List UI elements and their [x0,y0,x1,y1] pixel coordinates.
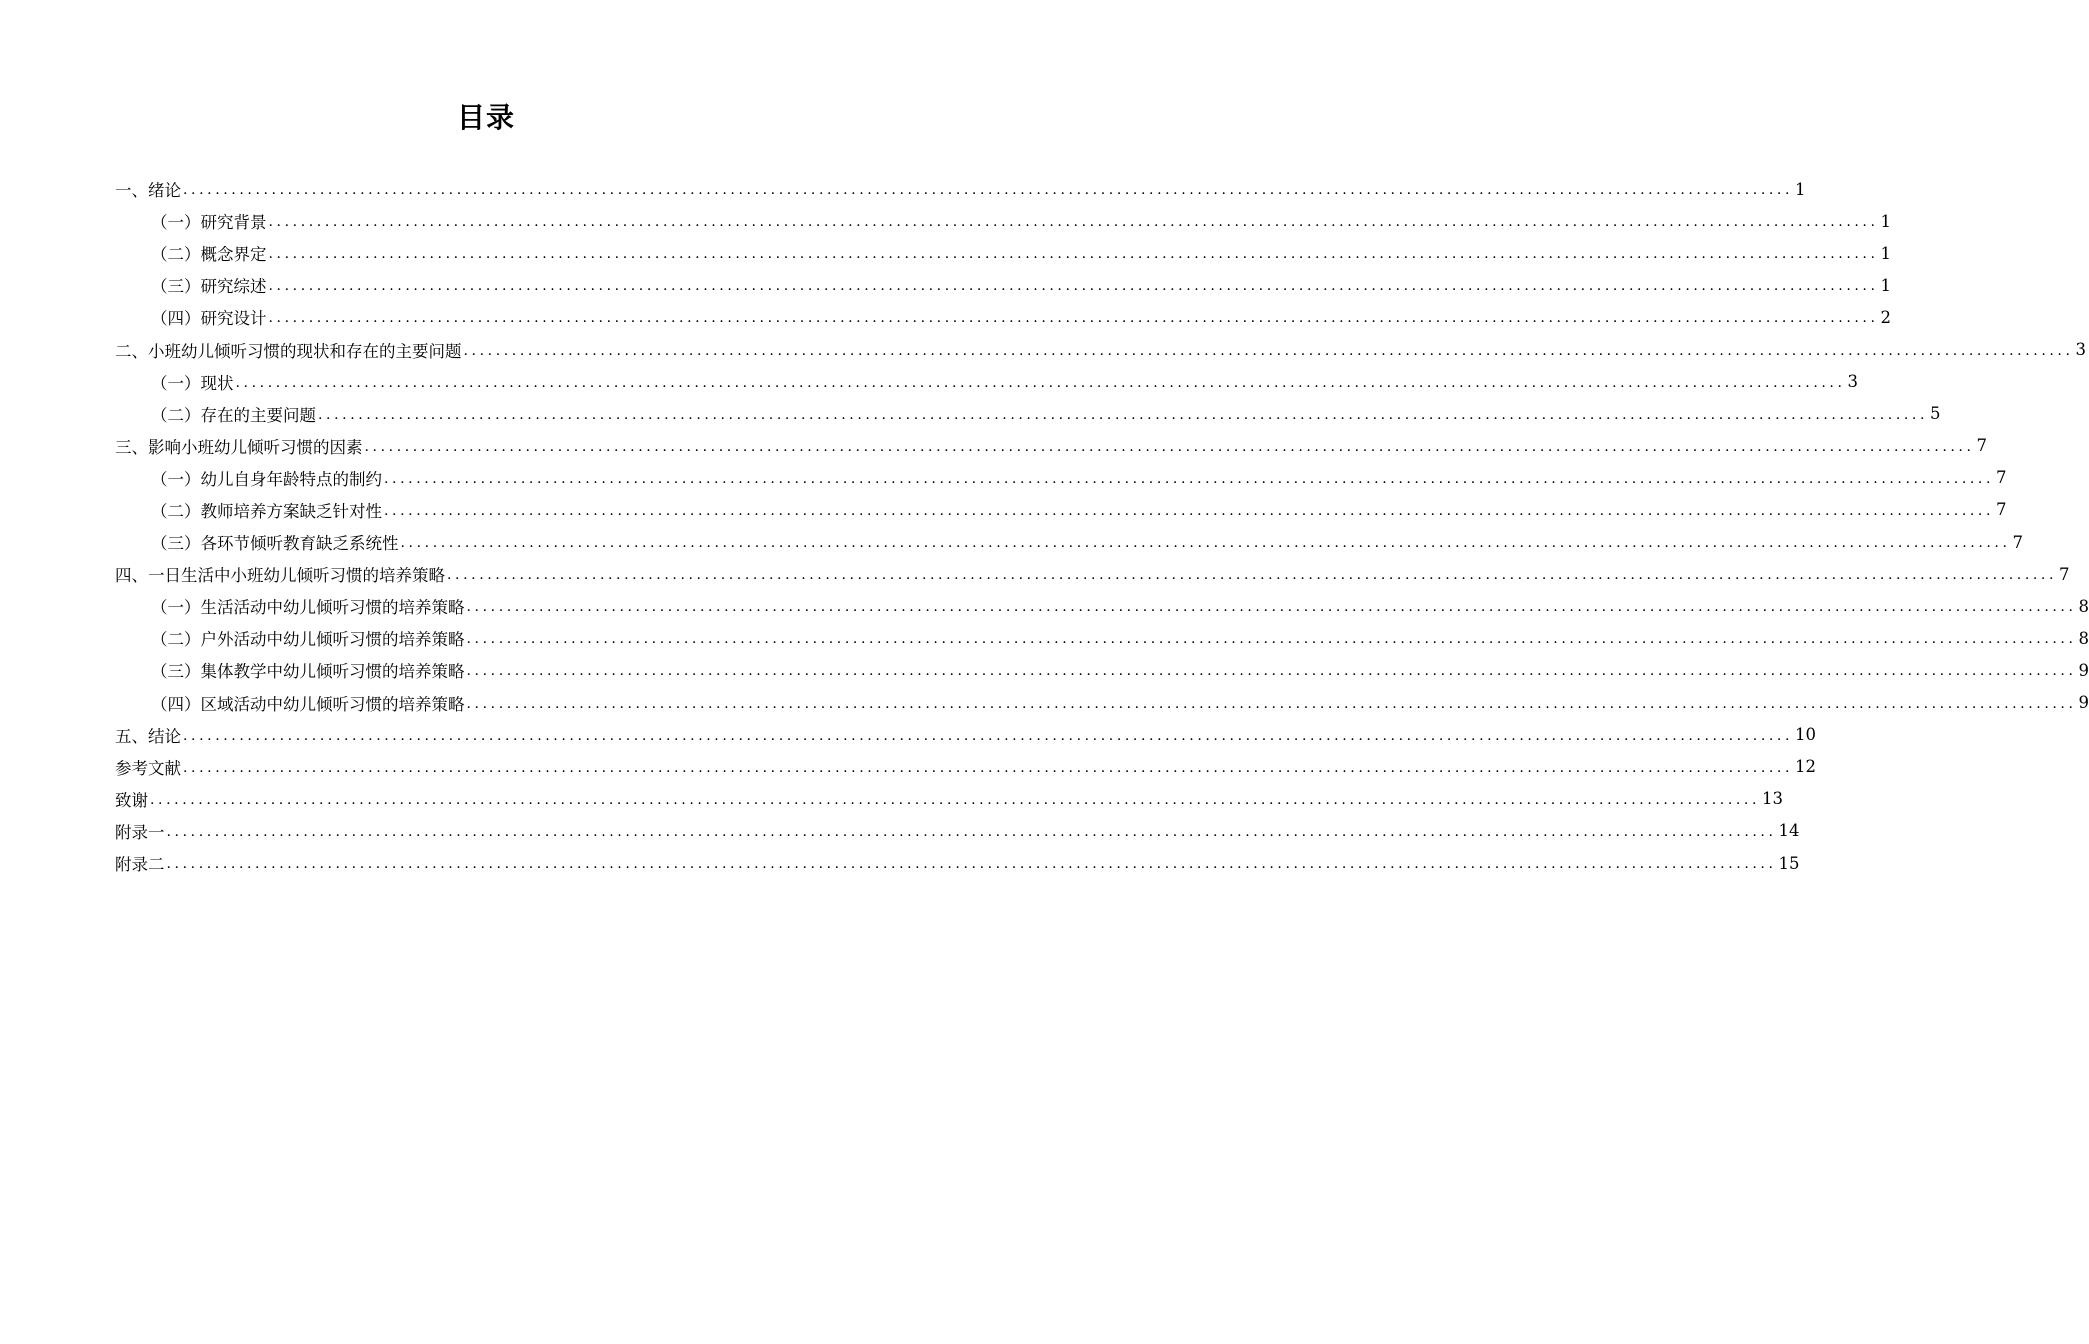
toc-entry-page-number: 1 [1795,179,1806,199]
toc-entry[interactable] [115,494,2007,526]
toc-entry-page-number: 7 [1976,436,1988,456]
toc-entry[interactable] [115,654,2089,686]
toc-entry-page-number: 7 [2059,564,2070,584]
toc-entry-label: （二）概念界定 [151,245,267,265]
toc-dot-leader: ........................................................................................................................................................................................................ [463,342,2074,359]
toc-dot-leader: ........................................................................................................................................................................................................ [466,631,2077,648]
toc-dot-leader: ........................................................................................................................................................................................................ [384,502,1995,519]
toc-entry-page-number: 7 [1996,500,2007,520]
toc-entry-label: 附录一 [115,822,165,842]
toc-entry-page-number: 9 [2078,693,2089,713]
toc-dot-leader: ........................................................................................................................................................................................................ [466,695,2077,712]
toc-entry[interactable] [115,751,1817,783]
toc-entry[interactable] [115,687,2089,719]
toc-entry-page-number: 10 [1795,725,1817,745]
toc-entry-label: （一）生活活动中幼儿倾听习惯的培养策略 [151,598,465,618]
toc-entry-page-number: 8 [2078,596,2089,616]
toc-dot-leader: ........................................................................................................................................................................................................ [166,856,1777,873]
toc-dot-leader: ........................................................................................................................................................................................................ [400,535,2011,552]
toc-entry[interactable] [115,301,1892,333]
toc-dot-leader: ........................................................................................................................................................................................................ [384,470,1995,487]
toc-dot-leader: ........................................................................................................................................................................................................ [318,406,1929,423]
toc-entry-page-number: 1 [1880,275,1892,295]
toc-dot-leader: ........................................................................................................................................................................................................ [183,727,1794,744]
toc-entry-label: （三）各环节倾听教育缺乏系统性 [151,534,399,554]
toc-dot-leader: ........................................................................................................................................................................................................ [183,759,1794,776]
toc-entry-page-number: 1 [1880,211,1892,231]
toc-entry-label: 二、小班幼儿倾听习惯的现状和存在的主要问题 [115,341,462,361]
toc-entry[interactable] [115,366,1859,398]
toc-dot-leader: ........................................................................................................................................................................................................ [150,791,1761,808]
toc-entry-page-number: 3 [2075,340,2087,360]
toc-entry[interactable] [115,173,1806,205]
toc-entry-page-number: 9 [2078,660,2089,680]
toc-dot-leader: ........................................................................................................................................................................................................ [166,823,1777,840]
toc-entry-page-number: 15 [1778,853,1800,873]
toc-entry-page-number: 7 [2012,532,2024,552]
toc-entry-page-number: 7 [1996,468,2007,488]
toc-dot-leader: ........................................................................................................................................................................................................ [364,438,1975,455]
toc-dot-leader: ........................................................................................................................................................................................................ [466,599,2077,616]
toc-entry-label: 参考文献 [115,758,181,778]
toc-entry-page-number: 2 [1880,307,1892,327]
toc-entry-label: 三、影响小班幼儿倾听习惯的因素 [115,437,363,457]
toc-entry-page-number: 12 [1795,757,1817,777]
toc-entry[interactable] [115,205,1892,237]
toc-entry-label: （三）集体教学中幼儿倾听习惯的培养策略 [151,662,465,682]
toc-dot-leader: ........................................................................................................................................................................................................ [447,567,2058,584]
toc-entry-label: （二）户外活动中幼儿倾听习惯的培养策略 [151,630,465,650]
toc-dot-leader: ........................................................................................................................................................................................................ [268,278,1879,295]
toc-entry[interactable] [115,398,1941,430]
toc-entry[interactable] [115,462,2007,494]
toc-entry-page-number: 14 [1778,821,1800,841]
toc-entry-label: 一、绪论 [115,181,181,201]
toc-dot-leader: ........................................................................................................................................................................................................ [268,310,1879,327]
toc-entry[interactable] [115,622,2089,654]
toc-entry[interactable] [115,237,1892,269]
toc-entry-label: 致谢 [115,790,148,810]
toc-entry-label: （一）研究背景 [151,213,267,233]
toc-entry-label: （二）存在的主要问题 [151,405,316,425]
toc-entry[interactable] [115,783,1784,815]
toc-entry-label: （一）幼儿自身年龄特点的制约 [151,469,382,489]
toc-entry[interactable] [115,269,1892,301]
toc-dot-leader: ........................................................................................................................................................................................................ [268,246,1879,263]
toc-entry-label: （四）区域活动中幼儿倾听习惯的培养策略 [151,694,465,714]
toc-entry[interactable] [115,526,2024,558]
toc-entry-label: （一）现状 [151,373,234,393]
toc-entry[interactable] [115,847,1800,879]
toc-dot-leader: ........................................................................................................................................................................................................ [466,663,2077,680]
toc-dot-leader: ........................................................................................................................................................................................................ [268,214,1879,231]
toc-entry[interactable] [115,430,1988,462]
toc-entry-page-number: 13 [1762,789,1784,809]
toc-entry-page-number: 3 [1847,372,1859,392]
toc-entry[interactable] [115,590,2089,622]
toc-entry[interactable] [115,719,1817,751]
table-of-contents [115,173,2089,879]
toc-entry-label: （三）研究综述 [151,277,267,297]
toc-dot-leader: ........................................................................................................................................................................................................ [235,374,1846,391]
toc-entry[interactable] [115,815,1800,847]
toc-entry-page-number: 5 [1930,404,1941,424]
toc-entry[interactable] [115,333,2087,365]
toc-entry-label: 附录二 [115,855,165,875]
toc-entry[interactable] [115,558,2070,590]
toc-title: 目录 [456,101,515,134]
toc-entry-page-number: 1 [1880,243,1892,263]
toc-entry-label: 四、一日生活中小班幼儿倾听习惯的培养策略 [115,566,445,586]
toc-entry-label: 五、结论 [115,726,181,746]
toc-entry-label: （四）研究设计 [151,309,267,329]
toc-entry-label: （二）教师培养方案缺乏针对性 [151,501,382,521]
toc-dot-leader: ........................................................................................................................................................................................................ [183,182,1794,199]
toc-entry-page-number: 8 [2078,628,2089,648]
